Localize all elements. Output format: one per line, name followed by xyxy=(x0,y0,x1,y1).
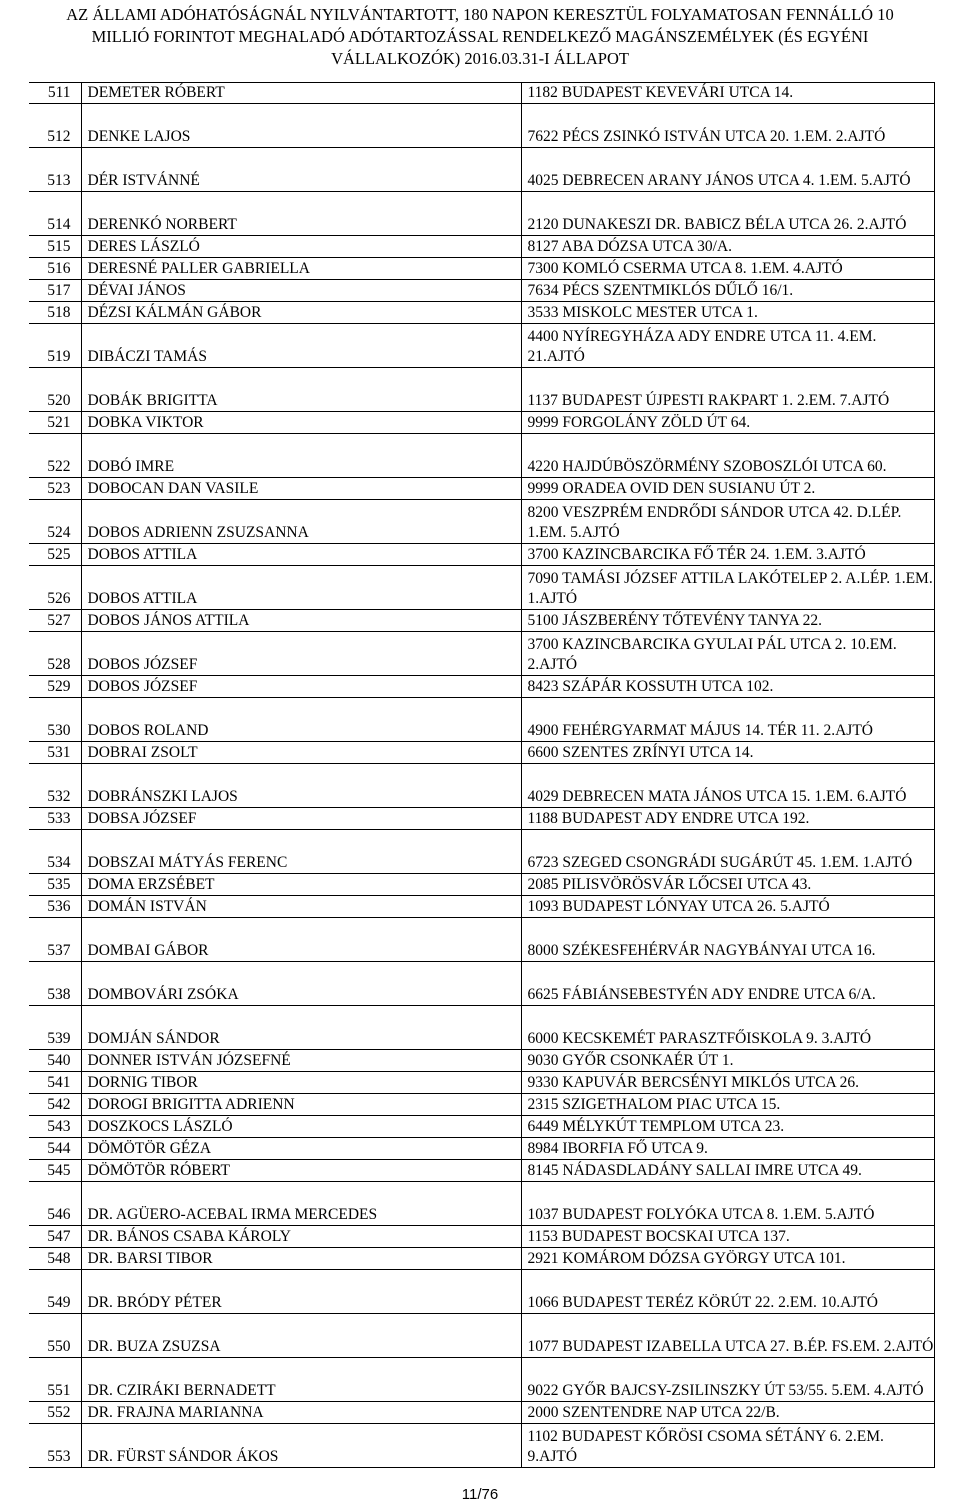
row-address: 2921 KOMÁROM DÓZSA GYÖRGY UTCA 101. xyxy=(521,1248,934,1270)
row-name: DOBRAI ZSOLT xyxy=(81,742,521,764)
row-number: 542 xyxy=(29,1094,81,1116)
row-address: 1137 BUDAPEST ÚJPESTI RAKPART 1. 2.EM. 7.AJTÓ xyxy=(521,368,934,412)
row-number: 519 xyxy=(29,324,81,368)
row-number: 530 xyxy=(29,698,81,742)
table-row xyxy=(29,1182,934,1226)
table-row xyxy=(29,1072,934,1094)
header-line-2: MILLIÓ FORINTOT MEGHALADÓ ADÓTARTOZÁSSAL RENDELKEZŐ MAGÁNSZEMÉLYEK (ÉS EGYÉNI xyxy=(91,27,869,46)
table-row xyxy=(29,148,934,192)
row-address: 2315 SZIGETHALOM PIAC UTCA 15. xyxy=(521,1094,934,1116)
row-name: DR. AGÜERO-ACEBAL IRMA MERCEDES xyxy=(81,1182,521,1226)
row-name: DOBOS ADRIENN ZSUZSANNA xyxy=(81,500,521,544)
row-address: 6625 FÁBIÁNSEBESTYÉN ADY ENDRE UTCA 6/A. xyxy=(521,962,934,1006)
table-row xyxy=(29,918,934,962)
row-number: 549 xyxy=(29,1270,81,1314)
row-address: 7090 TAMÁSI JÓZSEF ATTILA LAKÓTELEP 2. A.LÉP. 1.EM. 1.AJTÓ xyxy=(521,566,934,610)
row-address: 7300 KOMLÓ CSERMA UTCA 8. 1.EM. 4.AJTÓ xyxy=(521,258,934,280)
row-address: 1037 BUDAPEST FOLYÓKA UTCA 8. 1.EM. 5.AJTÓ xyxy=(521,1182,934,1226)
row-name: DÖMÖTÖR RÓBERT xyxy=(81,1160,521,1182)
row-name: DONNER ISTVÁN JÓZSEFNÉ xyxy=(81,1050,521,1072)
row-name: DOBOS JÓZSEF xyxy=(81,632,521,676)
row-name: DR. FÜRST SÁNDOR ÁKOS xyxy=(81,1424,521,1468)
table-row xyxy=(29,478,934,500)
row-name: DR. BÁNOS CSABA KÁROLY xyxy=(81,1226,521,1248)
table-row xyxy=(29,764,934,808)
row-name: DOROGI BRIGITTA ADRIENN xyxy=(81,1094,521,1116)
row-number: 521 xyxy=(29,412,81,434)
debtor-table xyxy=(29,82,935,1468)
row-number: 515 xyxy=(29,236,81,258)
row-name: DOBOS JÁNOS ATTILA xyxy=(81,610,521,632)
row-name: DOBKA VIKTOR xyxy=(81,412,521,434)
row-number: 543 xyxy=(29,1116,81,1138)
row-name: DOBSA JÓZSEF xyxy=(81,808,521,830)
row-address: 1188 BUDAPEST ADY ENDRE UTCA 192. xyxy=(521,808,934,830)
row-name: DR. CZIRÁKI BERNADETT xyxy=(81,1358,521,1402)
table-row xyxy=(29,544,934,566)
page-number: 11/76 xyxy=(461,1486,499,1503)
row-number: 532 xyxy=(29,764,81,808)
row-address: 2120 DUNAKESZI DR. BABICZ BÉLA UTCA 26. 2.AJTÓ xyxy=(521,192,934,236)
header-line-3: VÁLLALKOZÓK) 2016.03.31-I ÁLLAPOT xyxy=(331,49,629,68)
table-row xyxy=(29,1160,934,1182)
table-row xyxy=(29,1006,934,1050)
row-number: 514 xyxy=(29,192,81,236)
row-address: 4029 DEBRECEN MATA JÁNOS UTCA 15. 1.EM. 6.AJTÓ xyxy=(521,764,934,808)
table-row xyxy=(29,1402,934,1424)
table-row xyxy=(29,874,934,896)
table-row xyxy=(29,742,934,764)
row-name: DR. BUZA ZSUZSA xyxy=(81,1314,521,1358)
row-number: 531 xyxy=(29,742,81,764)
row-address: 8145 NÁDASDLADÁNY SALLAI IMRE UTCA 49. xyxy=(521,1160,934,1182)
row-name: DOMBAI GÁBOR xyxy=(81,918,521,962)
row-address: 1102 BUDAPEST KŐRÖSI CSOMA SÉTÁNY 6. 2.EM. 9.AJTÓ xyxy=(521,1424,934,1468)
table-row xyxy=(29,192,934,236)
table-row xyxy=(29,1424,934,1468)
row-name: DOMBOVÁRI ZSÓKA xyxy=(81,962,521,1006)
row-name: DOBOS ATTILA xyxy=(81,566,521,610)
table-row xyxy=(29,1314,934,1358)
row-number: 511 xyxy=(29,83,81,104)
row-address: 3700 KAZINCBARCIKA FŐ TÉR 24. 1.EM. 3.AJTÓ xyxy=(521,544,934,566)
table-row xyxy=(29,808,934,830)
table-row xyxy=(29,434,934,478)
row-address: 9999 ORADEA OVID DEN SUSIANU ÚT 2. xyxy=(521,478,934,500)
row-address: 9999 FORGOLÁNY ZÖLD ÚT 64. xyxy=(521,412,934,434)
row-name: DORNIG TIBOR xyxy=(81,1072,521,1094)
row-address: 4220 HAJDÚBÖSZÖRMÉNY SZOBOSZLÓI UTCA 60. xyxy=(521,434,934,478)
row-name: DENKE LAJOS xyxy=(81,104,521,148)
row-address: 9030 GYŐR CSONKAÉR ÚT 1. xyxy=(521,1050,934,1072)
table-row xyxy=(29,962,934,1006)
row-address: 5100 JÁSZBERÉNY TŐTEVÉNY TANYA 22. xyxy=(521,610,934,632)
table-row xyxy=(29,830,934,874)
table-row xyxy=(29,83,934,104)
table-row xyxy=(29,1226,934,1248)
row-name: DOSZKOCS LÁSZLÓ xyxy=(81,1116,521,1138)
table-row xyxy=(29,104,934,148)
table-row xyxy=(29,698,934,742)
row-name: DOBÁK BRIGITTA xyxy=(81,368,521,412)
row-address: 6000 KECSKEMÉT PARASZTFŐISKOLA 9. 3.AJTÓ xyxy=(521,1006,934,1050)
row-address: 8200 VESZPRÉM ENDRŐDI SÁNDOR UTCA 42. D.LÉP. 1.EM. 5.AJTÓ xyxy=(521,500,934,544)
row-address: 3700 KAZINCBARCIKA GYULAI PÁL UTCA 2. 10.EM. 2.AJTÓ xyxy=(521,632,934,676)
row-name: DOBOS JÓZSEF xyxy=(81,676,521,698)
row-name: DOBRÁNSZKI LAJOS xyxy=(81,764,521,808)
row-number: 548 xyxy=(29,1248,81,1270)
row-address: 1066 BUDAPEST TERÉZ KÖRÚT 22. 2.EM. 10.AJTÓ xyxy=(521,1270,934,1314)
table-row xyxy=(29,896,934,918)
table-row xyxy=(29,280,934,302)
row-number: 528 xyxy=(29,632,81,676)
table-row xyxy=(29,1358,934,1402)
row-number: 538 xyxy=(29,962,81,1006)
table-row xyxy=(29,1094,934,1116)
row-name: DOBOCAN DAN VASILE xyxy=(81,478,521,500)
row-number: 513 xyxy=(29,148,81,192)
row-number: 527 xyxy=(29,610,81,632)
document-header xyxy=(0,4,960,70)
row-address: 9022 GYŐR BAJCSY-ZSILINSZKY ÚT 53/55. 5.EM. 4.AJTÓ xyxy=(521,1358,934,1402)
row-name: DÉZSI KÁLMÁN GÁBOR xyxy=(81,302,521,324)
table-row xyxy=(29,258,934,280)
row-name: DOMÁN ISTVÁN xyxy=(81,896,521,918)
row-address: 1153 BUDAPEST BOCSKAI UTCA 137. xyxy=(521,1226,934,1248)
row-number: 518 xyxy=(29,302,81,324)
row-address: 1093 BUDAPEST LÓNYAY UTCA 26. 5.AJTÓ xyxy=(521,896,934,918)
table-row xyxy=(29,610,934,632)
row-name: DOBOS ATTILA xyxy=(81,544,521,566)
table-row xyxy=(29,1050,934,1072)
row-address: 7622 PÉCS ZSINKÓ ISTVÁN UTCA 20. 1.EM. 2.AJTÓ xyxy=(521,104,934,148)
row-address: 1182 BUDAPEST KEVEVÁRI UTCA 14. xyxy=(521,83,934,104)
row-number: 539 xyxy=(29,1006,81,1050)
row-address: 1077 BUDAPEST IZABELLA UTCA 27. B.ÉP. FS.EM. 2.AJTÓ xyxy=(521,1314,934,1358)
row-number: 529 xyxy=(29,676,81,698)
row-name: DEMETER RÓBERT xyxy=(81,83,521,104)
row-name: DERESNÉ PALLER GABRIELLA xyxy=(81,258,521,280)
row-number: 526 xyxy=(29,566,81,610)
table-row xyxy=(29,1138,934,1160)
row-number: 524 xyxy=(29,500,81,544)
debtor-table-body xyxy=(29,83,934,1468)
table-row xyxy=(29,324,934,368)
row-number: 537 xyxy=(29,918,81,962)
row-name: DIBÁCZI TAMÁS xyxy=(81,324,521,368)
table-row xyxy=(29,236,934,258)
row-name: DOBÓ IMRE xyxy=(81,434,521,478)
row-number: 552 xyxy=(29,1402,81,1424)
table-row xyxy=(29,566,934,610)
table-row xyxy=(29,412,934,434)
table-row xyxy=(29,500,934,544)
row-number: 547 xyxy=(29,1226,81,1248)
row-name: DERENKÓ NORBERT xyxy=(81,192,521,236)
row-name: DÉR ISTVÁNNÉ xyxy=(81,148,521,192)
row-number: 517 xyxy=(29,280,81,302)
row-number: 545 xyxy=(29,1160,81,1182)
row-number: 522 xyxy=(29,434,81,478)
row-number: 536 xyxy=(29,896,81,918)
row-number: 544 xyxy=(29,1138,81,1160)
row-number: 535 xyxy=(29,874,81,896)
row-address: 8000 SZÉKESFEHÉRVÁR NAGYBÁNYAI UTCA 16. xyxy=(521,918,934,962)
row-number: 550 xyxy=(29,1314,81,1358)
row-number: 553 xyxy=(29,1424,81,1468)
row-name: DR. BRÓDY PÉTER xyxy=(81,1270,521,1314)
row-address: 8984 IBORFIA FŐ UTCA 9. xyxy=(521,1138,934,1160)
row-address: 4025 DEBRECEN ARANY JÁNOS UTCA 4. 1.EM. 5.AJTÓ xyxy=(521,148,934,192)
row-name: DOMA ERZSÉBET xyxy=(81,874,521,896)
table-row xyxy=(29,632,934,676)
row-address: 8423 SZÁPÁR KOSSUTH UTCA 102. xyxy=(521,676,934,698)
row-address: 4400 NYÍREGYHÁZA ADY ENDRE UTCA 11. 4.EM. 21.AJTÓ xyxy=(521,324,934,368)
row-number: 541 xyxy=(29,1072,81,1094)
row-address: 4900 FEHÉRGYARMAT MÁJUS 14. TÉR 11. 2.AJTÓ xyxy=(521,698,934,742)
row-address: 3533 MISKOLC MESTER UTCA 1. xyxy=(521,302,934,324)
row-name: DOBSZAI MÁTYÁS FERENC xyxy=(81,830,521,874)
row-number: 533 xyxy=(29,808,81,830)
row-address: 2000 SZENTENDRE NAP UTCA 22/B. xyxy=(521,1402,934,1424)
row-name: DOMJÁN SÁNDOR xyxy=(81,1006,521,1050)
row-name: DOBOS ROLAND xyxy=(81,698,521,742)
row-address: 6723 SZEGED CSONGRÁDI SUGÁRÚT 45. 1.EM. 1.AJTÓ xyxy=(521,830,934,874)
row-number: 525 xyxy=(29,544,81,566)
table-row xyxy=(29,302,934,324)
row-number: 516 xyxy=(29,258,81,280)
row-number: 546 xyxy=(29,1182,81,1226)
row-number: 520 xyxy=(29,368,81,412)
table-row xyxy=(29,1116,934,1138)
row-name: DERES LÁSZLÓ xyxy=(81,236,521,258)
row-name: DÖMÖTÖR GÉZA xyxy=(81,1138,521,1160)
row-number: 523 xyxy=(29,478,81,500)
row-number: 551 xyxy=(29,1358,81,1402)
row-address: 2085 PILISVÖRÖSVÁR LŐCSEI UTCA 43. xyxy=(521,874,934,896)
row-address: 7634 PÉCS SZENTMIKLÓS DŰLŐ 16/1. xyxy=(521,280,934,302)
table-row xyxy=(29,1270,934,1314)
row-number: 534 xyxy=(29,830,81,874)
row-name: DR. FRAJNA MARIANNA xyxy=(81,1402,521,1424)
row-address: 6449 MÉLYKÚT TEMPLOM UTCA 23. xyxy=(521,1116,934,1138)
row-name: DÉVAI JÁNOS xyxy=(81,280,521,302)
row-number: 512 xyxy=(29,104,81,148)
table-row xyxy=(29,1248,934,1270)
row-address: 9330 KAPUVÁR BERCSÉNYI MIKLÓS UTCA 26. xyxy=(521,1072,934,1094)
row-number: 540 xyxy=(29,1050,81,1072)
row-name: DR. BARSI TIBOR xyxy=(81,1248,521,1270)
header-line-1: AZ ÁLLAMI ADÓHATÓSÁGNÁL NYILVÁNTARTOTT, 180 NAPON KERESZTÜL FOLYAMATOSAN FENNÁLLÓ 10 xyxy=(66,5,894,24)
table-row xyxy=(29,676,934,698)
row-address: 8127 ABA DÓZSA UTCA 30/A. xyxy=(521,236,934,258)
table-row xyxy=(29,368,934,412)
row-address: 6600 SZENTES ZRÍNYI UTCA 14. xyxy=(521,742,934,764)
